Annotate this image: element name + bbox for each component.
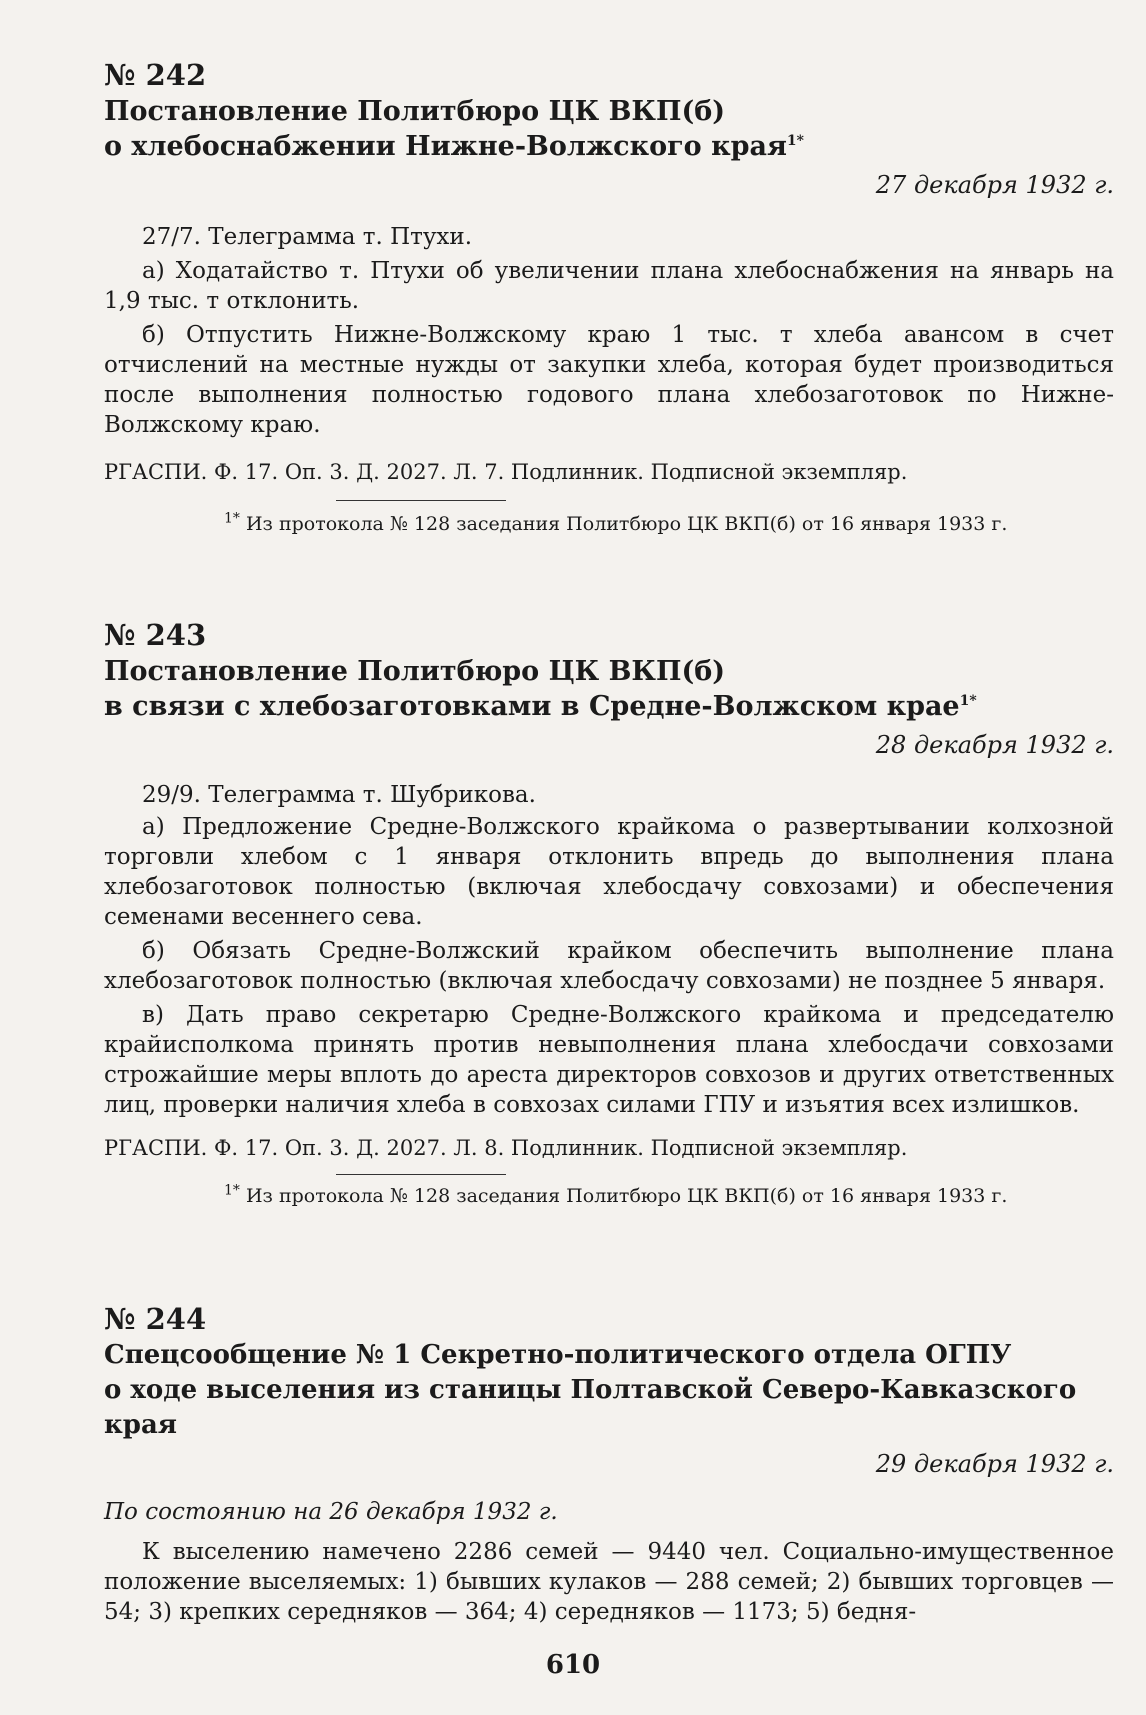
status-date: По состоянию на 26 декабря 1932 г. [104,1499,558,1525]
document-title: Постановление Политбюро ЦК ВКП(б) о хлебоснабжении Нижне-Волжского края$^{1*}$ [104,96,804,162]
footnote-marker: 1* [224,510,240,527]
document-number: № 244 [104,1302,207,1336]
document-number: № 243 [104,618,207,652]
document-title: Постановление Политбюро ЦК ВКП(б) в связи с хлебозаготовками в Средне-Волжском крае$^{1*}$ [104,656,977,722]
archive-source: РГАСПИ. Ф. 17. Оп. 3. Д. 2027. Л. 8. Подлинник. Подписной экземпляр. [104,1136,908,1160]
document-244 [104,1302,1114,1627]
footnote-marker: 1* [959,693,977,709]
item-a: а) Ходатайство т. Птухи об увеличении плана хлебоснабжения на январь на 1,9 тыс. т отклонить. [104,258,1114,314]
item-header: 27/7. Телеграмма т. Птухи. [142,224,473,250]
item-header: 29/9. Телеграмма т. Шубрикова. [142,782,536,808]
document-243 [104,618,1114,1209]
item-b: б) Отпустить Нижне-Волжскому краю 1 тыс. т хлеба авансом в счет отчислений на местные нужды от закупки хлеба, которая будет производиться после выполнения полностью годового плана хлебозаготовок по Нижне-Волжскому краю. [104,322,1114,438]
footnote-divider [336,1174,506,1175]
footnote-marker: 1* [224,1182,240,1199]
document-number: № 242 [104,58,207,92]
item-c: в) Дать право секретарю Средне-Волжского крайкома и председателю крайисполкома принять против невыполнения плана хлебосдачи совхозами строжайшие меры вплоть до ареста директоров совхозов и других ответственных лиц, проверки наличия хлеба в совхозах силами ГПУ и изъятия всех излишков. [104,1002,1114,1118]
archive-source: РГАСПИ. Ф. 17. Оп. 3. Д. 2027. Л. 7. Подлинник. Подписной экземпляр. [104,460,908,484]
document-date: 28 декабря 1932 г. [875,731,1114,759]
body-text: К выселению намечено 2286 семей — 9440 чел. Социально-имущественное положение выселяемых: 1) бывших кулаков — 288 семей; 2) бывших торговцев — 54; 3) крепких середняков — 364; 4) середняков — 1173; 5) бедня- [104,1539,1114,1625]
footnote: $^{1*}$ Из протокола № 128 заседания Политбюро ЦК ВКП(б) от 16 января 1933 г. [224,510,1008,535]
footnote-marker: 1* [786,133,804,149]
document-date: 27 декабря 1932 г. [875,171,1114,199]
document-242 [104,58,1114,537]
item-a: а) Предложение Средне-Волжского крайкома о развертывании колхозной торговли хлебом с 1 января отклонить впредь до выполнения плана хлебозаготовок полностью (включая хлебосдачу совхозами) и обеспечения семенами весеннего сева. [104,814,1114,930]
document-title: Спецсообщение № 1 Секретно-политического отдела ОГПУ о ходе выселения из станицы Полтавской Северо-Кавказского края [104,1340,1077,1440]
footnote-divider [336,500,506,501]
page-number: 610 [545,1650,601,1680]
footnote: $^{1*}$ Из протокола № 128 заседания Политбюро ЦК ВКП(б) от 16 января 1933 г. [224,1182,1008,1207]
document-date: 29 декабря 1932 г. [875,1450,1114,1478]
item-b: б) Обязать Средне-Волжский крайком обеспечить выполнение плана хлебозаготовок полностью (включая хлебосдачу совхозами) не позднее 5 января. [104,938,1114,994]
